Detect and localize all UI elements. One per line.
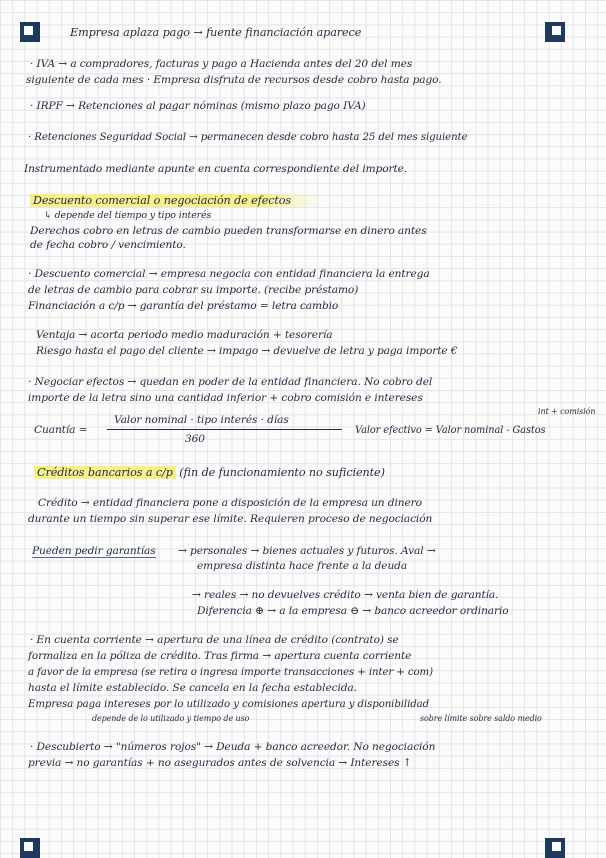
note-cuenta-corriente-line-6b: sobre límite sobre saldo medio [420,714,542,723]
note-cuenta-corriente-line-6a: depende de lo utilizado y tiempo de uso [92,714,250,723]
note-iva-line-1: · IVA → a compradores, facturas y pago a Hacienda antes del 20 del mes [30,58,413,70]
note-instrumentado: Instrumentado mediante apunte en cuenta correspondiente del importe. [24,163,408,175]
formula-fraction-bar [107,429,342,430]
corner-mark-bottom-right [545,838,565,858]
corner-mark-top-right [545,22,565,42]
note-cuenta-corriente-line-2: formaliza en la póliza de crédito. Tras firma → apertura cuenta corriente [28,650,412,662]
underline: Pueden pedir garantías [32,545,156,557]
note-derechos-line-2: de fecha cobro / vencimiento. [30,239,186,251]
note-credito-line-1: Crédito → entidad financiera pone a disposición de la empresa un dinero [38,497,422,509]
note-garantias-reales: → reales → no devuelves crédito → venta bien de garantía. [192,589,499,601]
note-seguridad-social: · Retenciones Seguridad Social → permanecen desde cobro hasta 25 del mes siguiente [28,132,468,143]
note-ventaja: Ventaja → acorta periodo medio maduración + tesorería [36,329,333,341]
note-garantias-label [32,545,156,558]
note-gastos-annotation: int + comisión [538,407,596,416]
note-credito-line-2: durante un tiempo sin superar ese límite. Requieren proceso de negociación [28,513,433,525]
note-descubierto-line-2: previa → no garantías + no asegurados antes de solvencia → Intereses ↑ [28,757,412,769]
note-descuento-line-2: de letras de cambio para cobrar su importe. (recibe préstamo) [28,284,359,296]
note-derechos-line-1: Derechos cobro en letras de cambio pueden transformarse en dinero antes [30,225,427,237]
note-descuento-line-3: Financiación a c/p → garantía del préstamo = letra cambio [28,300,339,312]
section-heading-note: (fin de funcionamiento no suficiente) [179,466,385,479]
highlight: Descuento comercial o negociación de efectos [30,194,321,207]
section-heading-descuento [30,194,321,207]
formula-denominator: 360 [185,433,205,445]
note-cuenta-corriente-line-4: hasta el límite establecido. Se cancela en la fecha establecida. [28,682,357,694]
note-cuenta-corriente-line-3: a favor de la empresa (se retira o ingresa importe transacciones + inter + com) [28,667,433,678]
highlight: Créditos bancarios a c/p [34,466,176,479]
formula-cuantia-label: Cuantía = [34,424,88,436]
note-descubierto-line-1: · Descubierto → "números rojos" → Deuda + banco acreedor. No negociación [30,741,436,753]
note-iva-line-2: siguiente de cada mes · Empresa disfruta de recursos desde cobro hasta pago. [26,74,442,86]
note-riesgo: Riesgo hasta el pago del cliente → impago → devuelve de letra y paga importe € [36,345,458,357]
note-garantias-personales: → personales → bienes actuales y futuros. Aval → [178,545,436,557]
section-heading-creditos [34,466,385,479]
note-cuenta-corriente-line-1: · En cuenta corriente → apertura de una línea de crédito (contrato) se [30,634,399,646]
formula-numerator: Valor nominal · tipo interés · días [114,414,289,426]
note-depende: ↳ depende del tiempo y tipo interés [44,210,212,221]
note-cuenta-corriente-line-5: Empresa paga intereses por lo utilizado y comisiones apertura y disponibilidad [28,699,430,710]
corner-mark-top-left [20,22,40,42]
note-garantias-diferencia: Diferencia ⊕ → a la empresa ⊖ → banco acreedor ordinario [197,605,509,617]
note-negociar-line-1: · Negociar efectos → quedan en poder de la entidad financiera. No cobro del [28,376,433,388]
note-irpf: · IRPF → Retenciones al pagar nóminas (mismo plazo pago IVA) [30,100,366,112]
note-negociar-line-2: importe de la letra sino una cantidad inferior + cobro comisión e intereses [28,392,423,404]
note-garantias-empresa: empresa distinta hace frente a la deuda [197,560,408,572]
formula-valor-efectivo: Valor efectivo = Valor nominal - Gastos [355,425,546,436]
corner-mark-bottom-left [20,838,40,858]
page-title: Empresa aplaza pago → fuente financiación aparece [70,26,362,39]
note-descuento-line-1: · Descuento comercial → empresa negocia con entidad financiera la entrega [28,268,430,280]
